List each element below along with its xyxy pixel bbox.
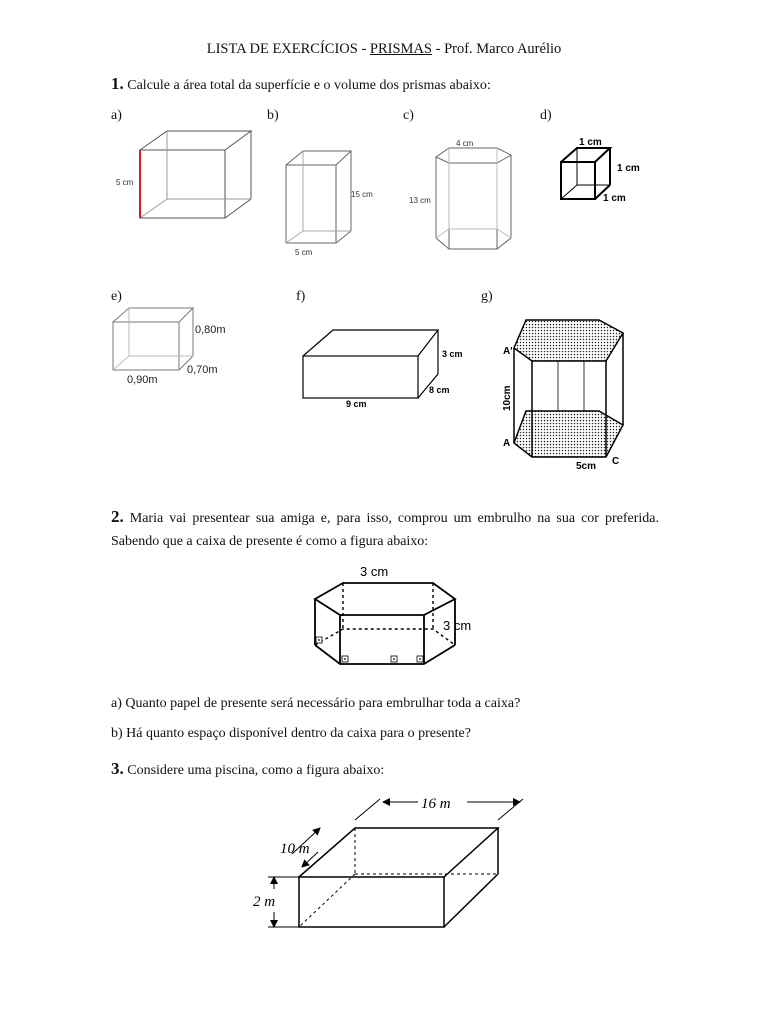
height-label: 0,80m xyxy=(195,324,226,336)
height-label: 13 cm xyxy=(409,196,431,205)
figure-e-box xyxy=(105,302,235,390)
width-label: 10 m xyxy=(280,841,310,857)
height-label: 3 cm xyxy=(442,349,463,359)
vertex-a-prime: A' xyxy=(503,346,513,357)
top-label: 1 cm xyxy=(579,137,602,148)
side-label: 1 cm xyxy=(617,163,640,174)
question-text: Considere uma piscina, como a figura abaixo: xyxy=(127,763,385,778)
figure-g-hex-prism xyxy=(498,305,638,475)
base-label: 5cm xyxy=(576,461,597,472)
label-c: c) xyxy=(403,108,414,123)
vertex-c: C xyxy=(612,456,620,467)
question-2-item-a: a) Quanto papel de presente será necessário para embrulhar toda a caixa? xyxy=(111,696,521,711)
label-g: g) xyxy=(481,289,493,304)
top-label: 3 cm xyxy=(360,564,389,579)
figure-b-prism xyxy=(275,145,385,260)
length-label: 16 m xyxy=(421,796,451,812)
width-label: 9 cm xyxy=(346,399,367,409)
question-text: Calcule a área total da superfície e o volume dos prismas abaixo: xyxy=(127,78,491,93)
vertex-a: A xyxy=(503,438,511,449)
top-label: 4 cm xyxy=(456,139,474,148)
depth-label: 0,70m xyxy=(187,364,218,376)
label-d: d) xyxy=(540,108,552,123)
height-label: 15 cm xyxy=(351,190,373,199)
page-title xyxy=(0,41,768,58)
question-number: 1. xyxy=(111,74,124,93)
question-3 xyxy=(111,757,384,782)
figure-d-cube xyxy=(555,135,655,210)
question-text: Maria vai presentear sua amiga e, para isso, comprou um embrulho na sua cor preferida. Sabendo que a caixa de presente é como a figura abaixo: xyxy=(111,511,659,549)
title-part-2: PRISMAS xyxy=(369,41,432,57)
question-1 xyxy=(111,72,491,97)
question-2 xyxy=(111,505,659,553)
question-number: 2. xyxy=(111,507,124,526)
side-label: 3 cm xyxy=(443,618,472,633)
title-part-3: - Prof. Marco Aurélio xyxy=(431,41,562,57)
bottom-label: 1 cm xyxy=(603,193,626,204)
label-b: b) xyxy=(267,108,279,123)
label-e: e) xyxy=(111,289,122,304)
figure-a-cube xyxy=(110,125,260,225)
question-2-item-b: b) Há quanto espaço disponível dentro da caixa para o presente? xyxy=(111,726,471,741)
depth-label: 8 cm xyxy=(429,385,450,395)
label-a: a) xyxy=(111,108,122,123)
figure-gift-box xyxy=(305,560,490,675)
figure-pool xyxy=(240,790,540,935)
label-f: f) xyxy=(296,289,306,304)
height-label: 10cm xyxy=(502,385,513,411)
question-number: 3. xyxy=(111,759,124,778)
figure-c-hex-prism xyxy=(405,135,525,260)
figure-f-box xyxy=(295,322,470,412)
base-label: 5 cm xyxy=(295,248,313,257)
width-label: 0,90m xyxy=(127,374,158,386)
depth-label: 2 m xyxy=(253,894,276,910)
title-part-1: LISTA DE EXERCÍCIOS - xyxy=(206,41,370,57)
edge-label: 5 cm xyxy=(116,178,134,187)
